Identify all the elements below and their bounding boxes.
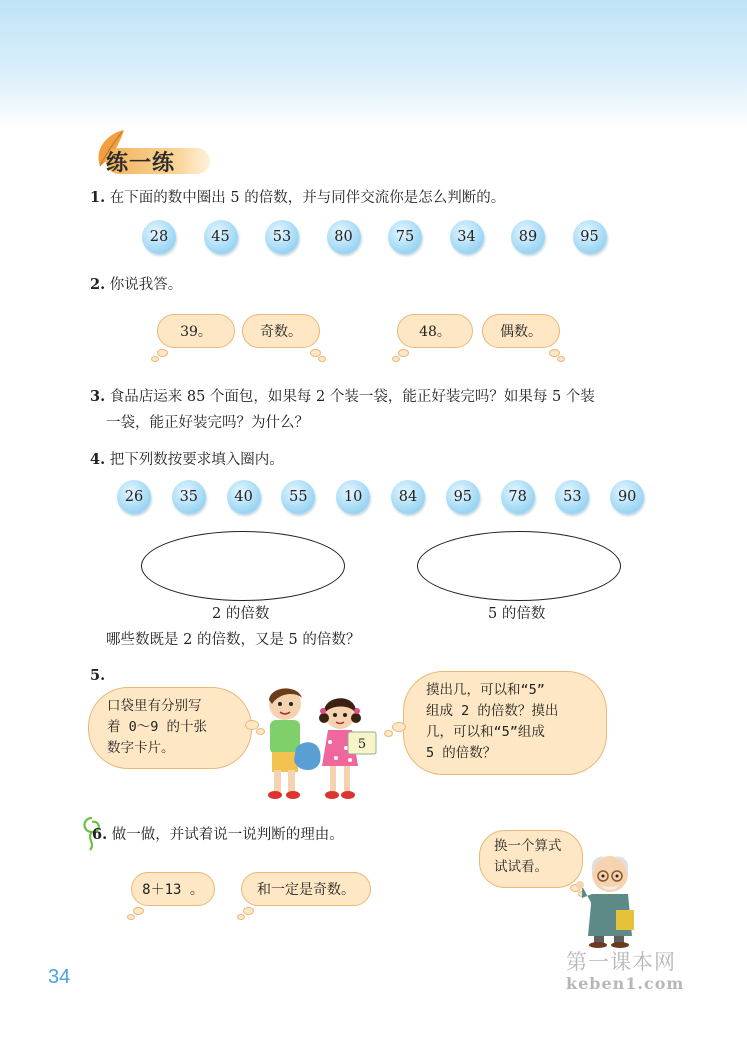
number-bubble[interactable]: 78 [501, 480, 535, 514]
card-text: 5 [357, 737, 367, 752]
cloud-puff [392, 356, 400, 362]
cloud-text: 39。 [180, 324, 212, 340]
speech-cloud [157, 314, 235, 348]
question-number: 3. [90, 388, 106, 405]
number-bubble[interactable]: 53 [555, 480, 589, 514]
speech-cloud [482, 314, 560, 348]
cloud-puff [243, 907, 254, 915]
number-bubble[interactable]: 45 [204, 220, 238, 254]
teacher-cloud [479, 830, 583, 888]
cloud-puff [557, 356, 565, 362]
cloud-puff [133, 907, 144, 915]
number-bubble[interactable]: 10 [336, 480, 370, 514]
cloud-puff [318, 356, 326, 362]
question-number: 2. [90, 276, 106, 293]
cloud-text: 换一个算式 试试看。 [494, 838, 562, 875]
question-text: 做一做，并试着说一说判断的理由。 [111, 827, 344, 843]
label-multiples-of-2: 2 的倍数 [212, 606, 270, 622]
question-number: 6. [92, 826, 108, 843]
watermark-url: keben1.com [566, 974, 685, 993]
number-bubble[interactable]: 55 [281, 480, 315, 514]
question-text-line2: 一袋，能正好装完吗？为什么？ [106, 415, 309, 431]
question-text: 在下面的数中圈出 5 的倍数，并与同伴交流你是怎么判断的。 [109, 190, 506, 206]
top-banner [0, 0, 747, 130]
cloud-puff [127, 914, 135, 920]
question-6 [92, 823, 344, 847]
cloud-text: 48。 [419, 324, 451, 340]
question-text-line1: 食品店运来 85 个面包，如果每 2 个装一袋，能正好装完吗？如果每 5 个装 [109, 389, 595, 405]
question-5 [90, 664, 105, 688]
question-3 [90, 385, 595, 409]
children-illustration [260, 682, 380, 806]
speech-cloud [242, 314, 320, 348]
number-bubble[interactable]: 80 [327, 220, 361, 254]
number-bubble[interactable]: 84 [391, 480, 425, 514]
cloud-puff [157, 349, 168, 357]
question-4-followup: 哪些数既是 2 的倍数，又是 5 的倍数？ [106, 632, 361, 648]
boy-shorts [272, 752, 298, 772]
speech-cloud [397, 314, 473, 348]
boy-shirt [270, 720, 300, 754]
question-text: 你说我答。 [109, 277, 183, 293]
teacher-illustration [572, 852, 642, 948]
number-bubble[interactable]: 90 [610, 480, 644, 514]
number-bubble[interactable]: 28 [142, 220, 176, 254]
question-4 [90, 448, 284, 472]
cloud-text: 8＋13 。 [142, 882, 204, 898]
thought-cloud-right [403, 671, 607, 775]
number-bubble[interactable]: 35 [172, 480, 206, 514]
cloud-puff [237, 914, 245, 920]
number-bubble[interactable]: 95 [446, 480, 480, 514]
answer-circle-5[interactable] [417, 531, 621, 601]
question-number: 1. [90, 189, 106, 206]
number-bubble[interactable]: 53 [265, 220, 299, 254]
cloud-text: 奇数。 [260, 324, 302, 340]
teacher-book [616, 910, 634, 930]
cloud-text: 摸出几，可以和“5” 组成 2 的倍数？摸出 几，可以和“5”组成 5 的倍数？ [426, 682, 559, 761]
question-3-line2 [106, 411, 309, 435]
speech-cloud [241, 872, 371, 906]
cloud-puff [151, 356, 159, 362]
number-bubble[interactable]: 75 [388, 220, 422, 254]
question-1 [90, 186, 505, 210]
number-bubble[interactable]: 95 [573, 220, 607, 254]
number-bubble[interactable]: 34 [450, 220, 484, 254]
number-bubble[interactable]: 89 [511, 220, 545, 254]
question-2 [90, 273, 182, 297]
thought-cloud-left [88, 687, 252, 769]
bag [294, 742, 321, 770]
cloud-puff [384, 730, 393, 737]
question-number: 4. [90, 451, 106, 468]
cloud-text: 和一定是奇数。 [257, 882, 355, 898]
cloud-text: 口袋里有分别写 着 0～9 的十张 数字卡片。 [107, 698, 208, 756]
label-multiples-of-5: 5 的倍数 [488, 606, 546, 622]
question-text: 把下列数按要求填入圈内。 [109, 452, 284, 468]
answer-circle-2[interactable] [141, 531, 345, 601]
page-number: 34 [48, 966, 71, 988]
question-number: 5. [90, 667, 106, 684]
section-title: 练一练 [106, 151, 176, 176]
cloud-text: 偶数。 [500, 324, 542, 340]
number-bubble[interactable]: 40 [227, 480, 261, 514]
speech-cloud [131, 872, 215, 906]
cloud-puff [392, 722, 406, 732]
cloud-puff [398, 349, 409, 357]
section-header [92, 128, 202, 176]
number-bubble[interactable]: 26 [117, 480, 151, 514]
watermark-title: 第一课本网 [566, 950, 676, 974]
